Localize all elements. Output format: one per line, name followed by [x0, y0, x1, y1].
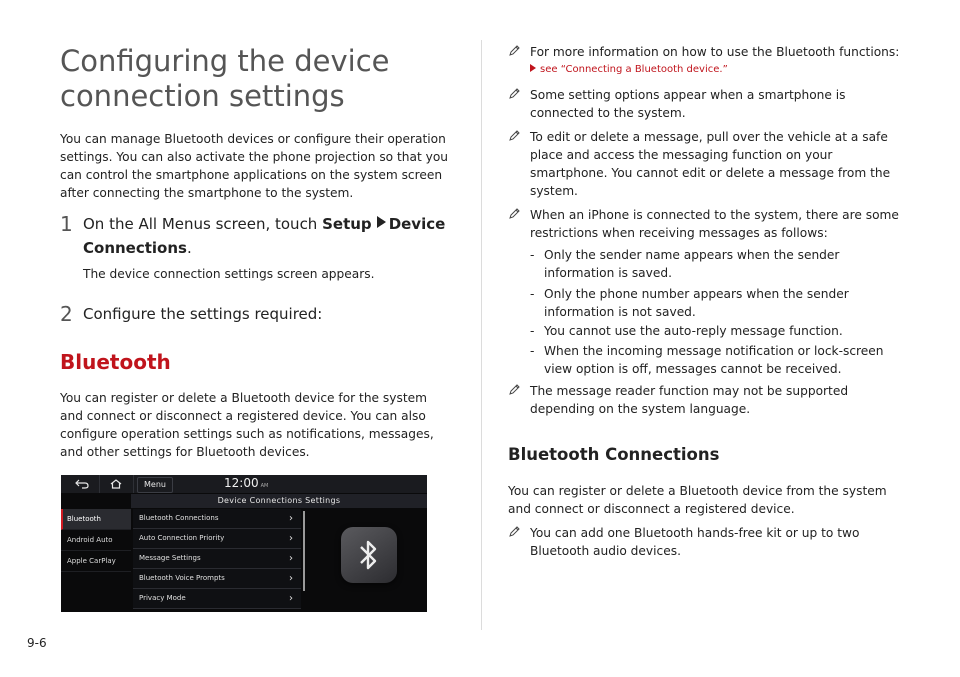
see-reference-link[interactable]: see “Connecting a Bluetooth device.” — [530, 61, 908, 79]
chevron-right-icon: › — [289, 573, 293, 584]
home-icon — [110, 479, 122, 489]
note-edit-message: To edit or delete a message, pull over the vehicle at a safe place and access the messaging function on your smartphone. You cannot edit or delete a message from the system. — [508, 128, 908, 200]
step-2-text: Configure the settings required: — [83, 305, 323, 323]
page-number: 9-6 — [27, 636, 47, 650]
bluetooth-connections-heading: Bluetooth Connections — [508, 445, 720, 464]
chevron-right-icon: › — [289, 593, 293, 604]
device-connections-label: Device Connections — [83, 215, 446, 257]
sub-item-3: - You cannot use the auto-reply message function. — [530, 324, 843, 338]
list-item-message-settings[interactable]: Message Settings › — [133, 549, 301, 569]
pencil-note-icon — [508, 44, 520, 56]
step-2-number: 2 — [60, 302, 73, 326]
intro-paragraph: You can manage Bluetooth devices or configure their operation settings. You can also activate the phone projection so that you can control the smartphone applications on the system screen after connecting the smartphone to the system. — [60, 132, 449, 200]
step-1-number: 1 — [60, 212, 73, 236]
sub-item-4: - When the incoming message notification or lock-screen view option is off, messages cannot be received. — [530, 344, 884, 376]
chevron-right-icon: › — [289, 553, 293, 564]
note-bluetooth-info: For more information on how to use the Bluetooth functions: see “Connecting a Bluetooth device.” — [508, 43, 908, 79]
bluetooth-connections-description: You can register or delete a Bluetooth device from the system and connect or disconnect a registered device. — [508, 484, 887, 516]
page-title: Configuring the device connection settings — [60, 44, 390, 113]
note-smartphone-options: Some setting options appear when a smartphone is connected to the system. — [508, 86, 908, 122]
pencil-note-icon — [508, 129, 520, 141]
bluetooth-icon — [356, 537, 382, 573]
device-settings-screenshot — [61, 475, 427, 612]
screen-header: Device Connections Settings — [131, 494, 427, 508]
sidebar-item-android-auto[interactable]: Android Auto — [61, 530, 131, 551]
bluetooth-logo-icon — [341, 527, 397, 583]
settings-list — [133, 509, 301, 612]
clock: 12:00 AM — [224, 476, 269, 490]
list-item-auto-connection-priority[interactable]: Auto Connection Priority › — [133, 529, 301, 549]
pencil-note-icon — [508, 525, 520, 537]
sub-item-2: - Only the phone number appears when the sender information is not saved. — [530, 287, 849, 319]
arrow-right-icon — [377, 216, 386, 228]
back-icon — [75, 479, 89, 489]
note-message-reader: The message reader function may not be supported depending on the system language. — [508, 382, 908, 418]
chevron-right-icon: › — [289, 513, 293, 524]
top-bar — [61, 475, 427, 493]
column-divider — [481, 40, 482, 630]
menu-button[interactable]: Menu — [137, 477, 173, 493]
step-1 — [60, 212, 460, 260]
step-1-result: The device connection settings screen appears. — [83, 267, 375, 281]
note-device-limit: You can add one Bluetooth hands-free kit or up to two Bluetooth audio devices. — [508, 524, 908, 560]
list-item-bluetooth-voice-prompts[interactable]: Bluetooth Voice Prompts › — [133, 569, 301, 589]
pencil-note-icon — [508, 87, 520, 99]
setup-label: Setup — [322, 215, 372, 233]
sidebar-item-apple-carplay[interactable]: Apple CarPlay — [61, 551, 131, 572]
list-item-privacy-mode[interactable]: Privacy Mode › — [133, 589, 301, 609]
note-iphone-restrictions: When an iPhone is connected to the system, there are some restrictions when receiving messages as follows: — [508, 206, 908, 242]
pencil-note-icon — [508, 383, 520, 395]
step-1-text: On the All Menus screen, touch Setup Device Connections. — [83, 215, 446, 257]
sidebar-item-bluetooth[interactable]: Bluetooth — [61, 509, 131, 530]
bluetooth-heading: Bluetooth — [60, 350, 171, 374]
bluetooth-description: You can register or delete a Bluetooth device for the system and connect or disconnect a registered device. You can also configure operation settings such as notifications, messages, and other settings for Bluetooth devices. — [60, 391, 434, 459]
pencil-note-icon — [508, 207, 520, 219]
step-2 — [60, 302, 460, 326]
scrollbar[interactable] — [303, 511, 305, 591]
back-button[interactable] — [65, 475, 100, 493]
arrow-right-icon — [530, 64, 536, 72]
sub-item-1: - Only the sender name appears when the sender information is saved. — [530, 248, 840, 280]
home-button[interactable] — [99, 475, 134, 493]
chevron-right-icon: › — [289, 533, 293, 544]
list-item-bluetooth-connections[interactable]: Bluetooth Connections › — [133, 509, 301, 529]
screen-sidebar — [61, 509, 131, 612]
